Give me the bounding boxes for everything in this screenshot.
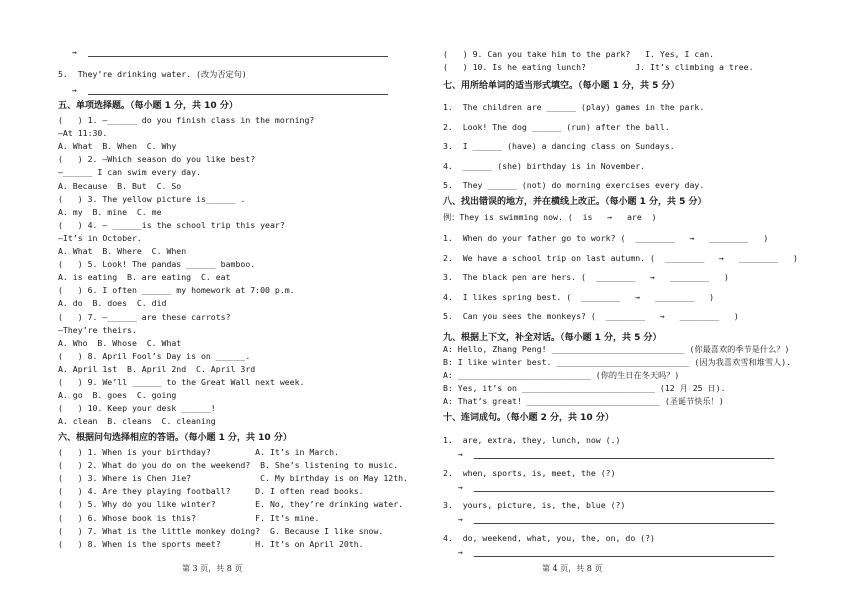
choice-line: ( ) 2. —Which season do you like best? <box>58 154 256 165</box>
match-line: ( ) 2. What do you do on the weekend? B. She’s listening to music. <box>58 460 399 471</box>
section-6-title: 六、根据问句选择相应的答语。（每小题 1 分，共 10 分） <box>58 433 292 443</box>
page-footer: 第 3 页，共 8 页 <box>182 564 243 573</box>
section-9-title: 九、根据上下文，补全对话。（每小题 1 分，共 5 分） <box>443 333 662 343</box>
answer-arrow: → <box>458 514 463 524</box>
answer-arrow: → <box>458 481 463 492</box>
answer-line[interactable] <box>88 94 388 95</box>
correction-item: 5. Can you sees the monkeys? ( ________ → ________ ) <box>443 311 739 321</box>
section-8-title: 八、找出错误的地方，并在横线上改正。（每小题 1 分，共 5 分） <box>443 197 707 207</box>
answer-arrow: → <box>72 85 77 95</box>
match-line: ( ) 5. Why do you like winter? E. No, they’re drinking water. <box>58 499 404 510</box>
choice-line: A. What B. Where C. When <box>58 246 187 256</box>
choice-line: ( ) 6. I often ______ my homework at 7:00 p.m. <box>58 285 295 296</box>
match-line: ( ) 6. Whose book is this? F. It’s mine. <box>58 512 320 523</box>
dialogue-line: A: That’s great! ___________________________ (圣诞节快乐！) <box>443 395 724 406</box>
dialogue-line: B: Yes, it’s on ___________________________ (12 月 25 日). <box>443 382 726 393</box>
dialogue-line: B: I like winter best. ___________________________ (因为我喜欢雪和堆雪人). <box>443 356 792 367</box>
sentence-words: 4. do, weekend, what, you, the, on, do (?) <box>443 532 655 543</box>
answer-arrow: → <box>458 546 463 557</box>
answer-line[interactable] <box>474 523 774 524</box>
dialogue-line: A: Hello, Zhang Peng! ___________________________ (你最喜欢的季节是什么？) <box>443 344 790 354</box>
choice-line: ( ) 7. —______ are these carrots? <box>58 311 231 322</box>
dialogue-line: A: ___________________________ (你的生日在冬天吗？) <box>443 369 680 380</box>
choice-line: ( ) 5. Look! The pandas ______ bamboo. <box>58 259 256 270</box>
fill-blank-item: 2. Look! The dog ______ (run) after the ball. <box>443 121 670 132</box>
match-line: ( ) 10. Is he eating lunch? J. It’s climbing a tree. <box>443 62 754 73</box>
match-line: ( ) 7. What is the little monkey doing? G. Because I like snow. <box>58 525 384 536</box>
choice-line: A. Because B. But C. So <box>58 180 182 191</box>
answer-line[interactable] <box>474 491 774 492</box>
fill-blank-item: 4. ______ (she) birthday is in November. <box>443 160 646 171</box>
match-line: ( ) 1. When is your birthday? A. It’s in March. <box>58 447 339 457</box>
page-footer: 第 4 页，共 8 页 <box>542 564 603 573</box>
fill-blank-item: 5. They ______ (not) do morning exercises every day. <box>443 180 705 190</box>
sentence-words: 3. yours, picture, is, the, blue (?) <box>443 500 626 510</box>
match-line: ( ) 9. Can you take him to the park? I. Yes, I can. <box>443 49 715 59</box>
section-10-title: 十、连词成句。（每小题 2 分，共 10 分） <box>443 413 614 423</box>
section-5-title: 五、单项选择题。（每小题 1 分，共 10 分） <box>58 101 238 111</box>
match-line: ( ) 8. When is the sports meet? H. It’s on April 20th. <box>58 538 364 549</box>
choice-line: —At 11:30. <box>58 128 108 139</box>
choice-line: A. clean B. cleans C. cleaning <box>58 416 216 427</box>
choice-line: ( ) 8. April Fool’s Day is on ______. <box>58 350 251 361</box>
choice-line: ( ) 3. The yellow picture is______ . <box>58 193 246 204</box>
choice-line: —______ I can swim every day. <box>58 167 201 178</box>
choice-line: A. do B. does C. did <box>58 298 167 309</box>
choice-line: A. Who B. Whose C. What <box>58 337 182 348</box>
choice-line: —They’re theirs. <box>58 324 137 335</box>
rewrite-question-5: 5. They’re drinking water. (改为否定句) <box>58 69 247 79</box>
choice-line: A. April 1st B. April 2nd C. April 3rd <box>58 363 256 374</box>
right-page <box>430 0 860 607</box>
choice-line: ( ) 1. —______ do you finish class in the morning? <box>58 115 315 125</box>
answer-line[interactable] <box>88 56 388 57</box>
match-line: ( ) 3. Where is Chen Jie? C. My birthday is on May 12th. <box>58 473 408 484</box>
choice-line: —It’s in October. <box>58 232 142 243</box>
answer-arrow: → <box>72 47 77 57</box>
choice-line: A. go B. goes C. going <box>58 390 177 401</box>
correction-item: 3. The black pen are hers. ( ________ → ________ ) <box>443 272 729 282</box>
answer-line[interactable] <box>474 458 774 459</box>
sentence-words: 2. when, sports, is, meet, the (?) <box>443 467 616 478</box>
section-8-example: 例：They is swimming now. ( is → are ) <box>443 212 657 222</box>
correction-item: 1. When do your father go to work? ( ________ → ________ ) <box>443 233 769 243</box>
choice-line: ( ) 9. We’ll ______ to the Great Wall next week. <box>58 377 305 387</box>
answer-arrow: → <box>458 449 463 459</box>
choice-line: ( ) 4. — ______is the school trip this year? <box>58 219 285 230</box>
correction-item: 2. We have a school trip on last autumn. ( ________ → ________ ) <box>443 252 798 263</box>
match-line: ( ) 4. Are they playing football? D. I often read books. <box>58 486 364 497</box>
section-7-title: 七、用所给单词的适当形式填空。（每小题 1 分，共 5 分） <box>443 81 680 91</box>
fill-blank-item: 3. I ______ (have) a dancing class on Sundays. <box>443 141 675 151</box>
correction-item: 4. I likes spring best. ( ________ → ________ ) <box>443 291 715 302</box>
choice-line: A. my B. mine C. me <box>58 206 162 217</box>
choice-line: ( ) 10. Keep your desk ______! <box>58 403 216 414</box>
answer-line[interactable] <box>474 556 774 557</box>
sentence-words: 1. are, extra, they, lunch, now (.) <box>443 435 621 445</box>
choice-line: A. is eating B. are eating C. eat <box>58 272 231 283</box>
fill-blank-item: 1. The children are ______ (play) games in the park. <box>443 102 705 112</box>
choice-line: A. What B. When C. Why <box>58 141 177 152</box>
